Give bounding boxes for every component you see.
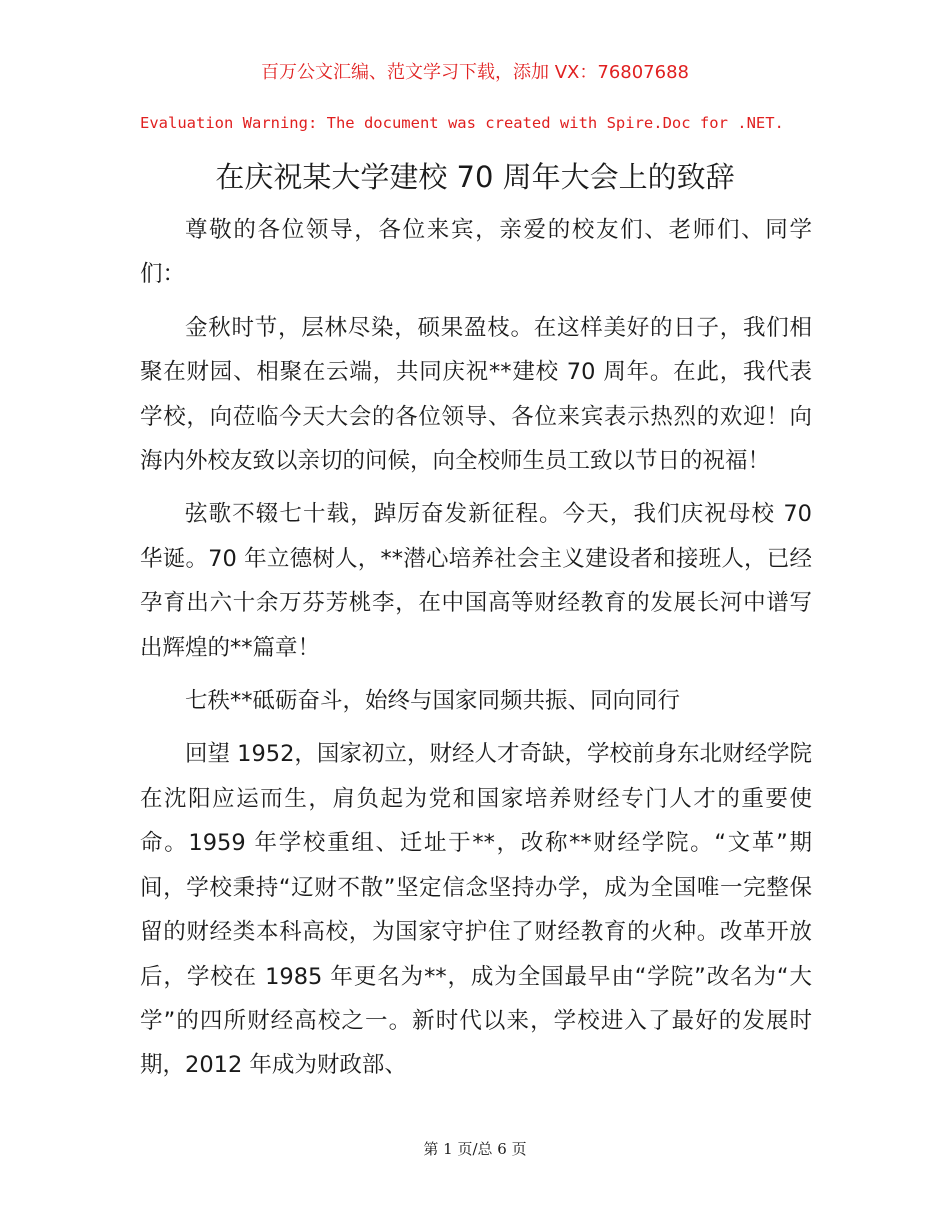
paragraph: 弦歌不辍七十载，踔厉奋发新征程。今天，我们庆祝母校 70 华诞。70 年立德树人，**潜心培养社会主义建设者和接班人，已经孕育出六十余万芬芳桃李，在中国高等财经教育的发展长河中谱写出辉煌的**篇章！ — [140, 501, 812, 661]
document-body — [140, 208, 812, 1097]
evaluation-warning: Evaluation Warning: The document was created with Spire.Doc for .NET. — [140, 114, 784, 132]
promo-header: 百万公文汇编、范文学习下载，添加 VX：76807688 — [261, 62, 689, 83]
paragraph: 金秋时节，层林尽染，硕果盈枝。在这样美好的日子，我们相聚在财园、相聚在云端，共同庆祝**建校 70 周年。在此，我代表学校，向莅临今天大会的各位领导、各位来宾表示热烈的欢迎！向海内外校友致以亲切的问候，向全校师生员工致以节日的祝福！ — [140, 314, 812, 475]
page-number: 第 1 页/总 6 页 — [423, 1140, 527, 1158]
paragraph-salutation: 尊敬的各位领导，各位来宾，亲爱的校友们、老师们、同学们： — [140, 217, 812, 288]
paragraph: 回望 1952，国家初立，财经人才奇缺，学校前身东北财经学院在沈阳应运而生，肩负起为党和国家培养财经专门人才的重要使命。1959 年学校重组、迁址于**，改称**财经学院。“文革”期间，学校秉持“辽财不散”坚定信念坚持办学，成为全国唯一完整保留的财经类本科高校，为国家守护住了财经教育的火种。改革开放后，学校在 1985 年更名为**，成为全国最早由“学院”改名为“大学”的四所财经高校之一。新时代以来，学校进入了最好的发展时期，2012 年成为财政部、 — [140, 741, 812, 1079]
section-heading: 七秩**砥砺奋斗，始终与国家同频共振、同向同行 — [185, 688, 681, 715]
document-title: 在庆祝某大学建校 70 周年大会上的致辞 — [215, 160, 735, 194]
